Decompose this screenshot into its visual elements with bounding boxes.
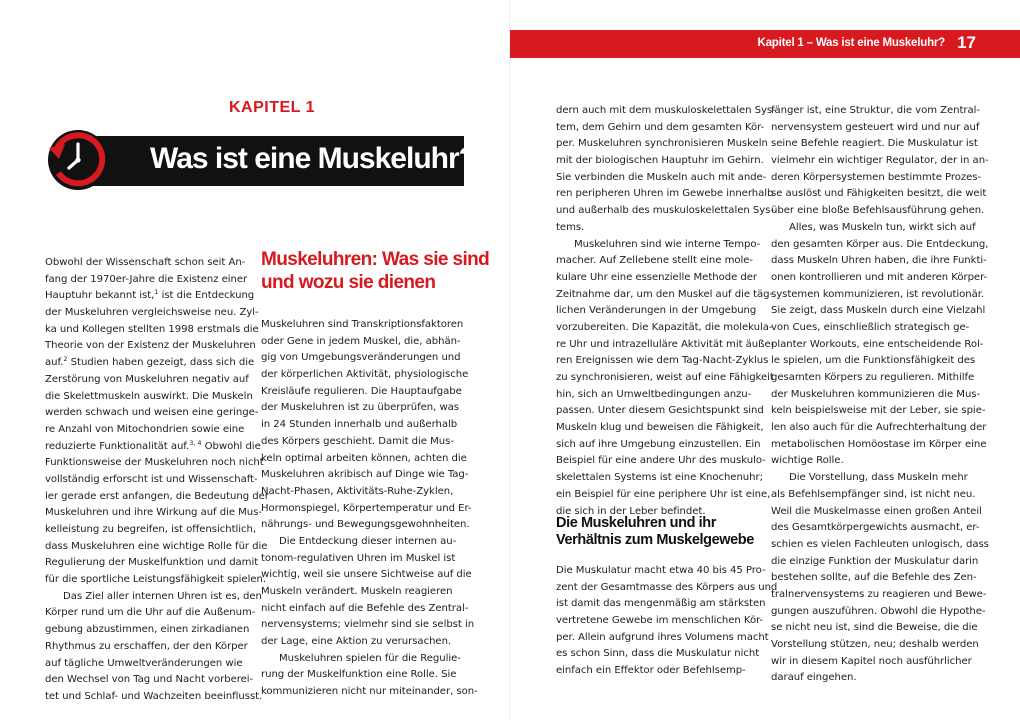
text-line: vielmehr ein wichtiger Regulator, der in an- xyxy=(771,155,989,167)
text-line: der Muskeluhren vergleichsweise neu. Zyl- xyxy=(45,307,259,319)
text-line: Rhythmus zu erschaffen, der den Körper xyxy=(45,640,248,652)
text-line: vertretene Gewebe im menschlichen Kör- xyxy=(556,615,764,627)
chapter-label: KAPITEL 1 xyxy=(229,99,315,116)
text-line: Muskeln klug und beweisen die Fähigkeit, xyxy=(556,422,764,434)
text-line: als Befehlsempfänger sind, ist nicht neu. xyxy=(771,488,976,500)
text-line: rung der Muskelfunktion eine Rolle. Sie xyxy=(261,669,457,681)
text-line: kelleistung zu begreifen, ist offensichtlich, xyxy=(45,524,256,535)
text-line: der Muskeluhren kommunizieren die Mus- xyxy=(771,388,981,400)
heading-line: Die Muskeluhren und ihr xyxy=(556,515,716,531)
running-title: Kapitel 1 – Was ist eine Muskeluhr? xyxy=(757,37,945,49)
text-line: über eine bloße Befehlsausführung gehen. xyxy=(771,205,985,217)
text-line xyxy=(45,438,261,456)
text-line: ka und Kollegen stellten 1998 erstmals die xyxy=(45,323,259,335)
text-line: des Gesamtkörpergewichts ausmacht, er- xyxy=(771,522,980,534)
text-line: mit der biologischen Hauptuhr im Gehirn. xyxy=(556,155,764,167)
text-line: ist damit das mengenmäßig am stärksten xyxy=(556,598,766,610)
column-3 xyxy=(556,103,776,520)
column-4 xyxy=(771,103,989,687)
text-line: gig von Umgebungsveränderungen und xyxy=(261,352,461,364)
text-line: auf tägliche Umweltveränderungen wie xyxy=(45,657,243,669)
text-line: gebung abzustimmen, einen zirkadianen xyxy=(45,624,250,636)
text-line: dass Muskeluhren eine wichtige Rolle für die xyxy=(45,540,268,552)
text-line: re Uhr und intrazelluläre Aktivität mit äuße- xyxy=(556,338,775,350)
text-line: keln beispielsweise mit der Leber, sie spie- xyxy=(771,405,986,417)
text-line: schien es vielen Fachleuten unlogisch, dass xyxy=(771,538,989,550)
text-line: Kreisläufe regulieren. Die Hauptaufgabe xyxy=(261,385,462,397)
text-line: es schon Sinn, dass die Muskulatur nicht xyxy=(556,648,760,660)
text-line: dass Muskeln Uhren haben, die ihre Funkti- xyxy=(771,255,987,267)
text-line: von Cues, einschließlich strategisch ge- xyxy=(771,321,970,333)
gutter xyxy=(509,0,510,720)
text-line: Regulierung der Muskelfunktion und damit xyxy=(45,557,259,569)
text-line: re Anzahl von Mitochondrien sowie eine xyxy=(45,423,245,435)
text-line: hin, sich an Umweltbedingungen anzu- xyxy=(556,388,752,400)
text-line: und außerhalb des muskuloskelettalen Sys- xyxy=(556,205,774,217)
text-line: tem, dem Gehirn und dem gesamten Kör- xyxy=(556,121,765,133)
text-line: Muskeluhren spielen für die Regulie- xyxy=(279,652,461,664)
text-line: tet und Schlaf- und Wachzeiten beeinflusst. xyxy=(45,690,263,702)
text-line: len also auch für die Aufrechterhaltung der xyxy=(771,422,987,434)
text-run: Hauptuhr bekannt ist, xyxy=(45,290,155,302)
footnote-ref: 1 xyxy=(154,288,159,297)
column-1 xyxy=(45,255,269,706)
text-line: se nicht neu ist, sind die Beweise, die die xyxy=(771,622,978,634)
text-line: lichen Veränderungen in der Umgebung xyxy=(556,305,757,317)
text-line: gesamten Körpers zu regulieren. Mithilfe xyxy=(771,372,975,383)
text-run: Obwohl die xyxy=(201,440,261,452)
text-line: ein Beispiel für eine periphere Uhr ist eine, xyxy=(556,488,771,500)
text-line: Zeitnahme dar, um den Muskel auf die täg- xyxy=(556,288,774,300)
text-line: fänger ist, eine Struktur, die vom Zentral- xyxy=(771,105,980,116)
text-line: Muskeluhren sind Transkriptionsfaktoren xyxy=(261,319,464,330)
footnote-ref: 3, 4 xyxy=(189,438,202,447)
text-line xyxy=(45,355,255,372)
text-line: wichtig, weil sie unsere Sichtweise auf die xyxy=(261,569,472,581)
text-line: den Wechsel von Tag und Nacht vorberei- xyxy=(45,674,254,686)
text-line: Alles, was Muskeln tun, wirkt sich auf xyxy=(789,221,976,233)
text-line: Nacht-Phasen, Aktivitäts-Ruhe-Zyklen, xyxy=(261,485,454,497)
text-line: die einzige Funktion der Muskulatur darin xyxy=(771,555,979,567)
clock-arrow-icon xyxy=(44,126,112,194)
text-line: onen kontrollieren und mit anderen Körper- xyxy=(771,271,988,283)
text-line: metabolischen Homöostase im Körper eine xyxy=(771,438,987,450)
text-line: seine Befehle reagiert. Die Muskulatur ist xyxy=(771,138,978,150)
text-run: ist die Entdeckung xyxy=(158,290,255,302)
text-line: kommunizieren nicht nur miteinander, son- xyxy=(261,686,478,698)
text-line: des Körpers geschieht. Damit die Mus- xyxy=(261,435,454,447)
text-line: skelettalen Systems ist eine Knochenuhr; xyxy=(556,472,763,484)
text-line: Die Muskulatur macht etwa 40 bis 45 Pro- xyxy=(556,565,766,576)
text-line: werden schwach und weisen eine geringe- xyxy=(45,407,259,419)
text-line: Hormonspiegel, Körpertemperatur und Er- xyxy=(261,502,472,514)
running-head xyxy=(510,30,1020,58)
text-line: der Lage, eine Aktion zu verursachen. xyxy=(261,636,452,648)
text-line: Theorie von der Existenz der Muskeluhren xyxy=(45,340,256,352)
text-line: le spielen, um die Funktionsfähigkeit des xyxy=(771,355,976,367)
text-line: Vorstellung stützen, neu; deshalb werden xyxy=(771,639,979,650)
text-line: Sie zeigt, dass Muskeln durch eine Vielzahl xyxy=(771,305,986,317)
heading-line: Muskeluhren: Was sie sind xyxy=(261,249,490,270)
heading-line: Verhältnis zum Muskelgewebe xyxy=(556,532,754,548)
text-line: darauf eingehen. xyxy=(771,672,857,684)
text-line: oder Gene in jedem Muskel, die, abhän- xyxy=(261,335,461,347)
text-line: die sich in der Leber befindet. xyxy=(556,505,706,517)
text-line: wichtige Rolle. xyxy=(771,455,844,467)
column-2 xyxy=(261,317,478,701)
heading-line: und wozu sie dienen xyxy=(261,272,436,293)
text-line: bestehen sollte, auf die Befehle des Zen- xyxy=(771,572,977,584)
text-line: Obwohl der Wissenschaft schon seit An- xyxy=(45,257,246,268)
text-line: die Skelettmuskeln auswirkt. Die Muskeln xyxy=(45,390,253,402)
text-line: nicht einfach auf die Befehle des Zentral- xyxy=(261,602,469,614)
text-line: Beispiel für eine andere Uhr des muskulo- xyxy=(556,455,766,467)
text-line xyxy=(45,288,255,305)
text-line: Funktionsweise der Muskeluhren noch nicht xyxy=(45,457,264,469)
text-line: wir in diesem Kapitel noch ausführlicher xyxy=(771,655,972,667)
text-run: Studien haben gezeigt, dass sich die xyxy=(67,357,255,369)
text-line: der Muskeluhren ist zu überprüfen, was xyxy=(261,402,460,414)
text-line: der körperlichen Aktivität, physiologische xyxy=(261,369,469,381)
text-line: nervensystem gesteuert wird und nur auf xyxy=(771,121,980,133)
text-line: per. Muskeluhren synchronisieren Muskeln xyxy=(556,138,768,150)
text-line: vollständig erforscht ist und Wissenschaft- xyxy=(45,473,258,485)
text-line: dern auch mit dem muskuloskelettalen Sys- xyxy=(556,105,776,116)
text-line: vorzubereiten. Die Kapazität, die molekula- xyxy=(556,321,773,333)
text-line: Muskeluhren akribisch auf Dinge wie Tag- xyxy=(261,469,469,481)
chapter-title: Was ist eine Muskeluhr? xyxy=(150,142,476,175)
text-line: sich auf ihre Umgebung einzustellen. Ein xyxy=(556,438,761,450)
text-line: fang der 1970er-Jahre die Existenz einer xyxy=(45,273,248,285)
text-line: nervensystems; vielmehr sind sie selbst in xyxy=(261,619,475,631)
text-line: planter Workouts, eine entscheidende Rol- xyxy=(771,338,984,350)
text-line: ler gerade erst anfangen, die Bedeutung der xyxy=(45,490,269,502)
section-heading-muskelgewebe xyxy=(556,515,754,549)
text-line: gungen auszuführen. Obwohl die Hypothe- xyxy=(771,605,986,617)
text-line: tralnervensystems zu reagieren und Bewe- xyxy=(771,588,987,600)
text-run: reduzierte Funktionalität auf. xyxy=(45,440,190,452)
text-run: auf. xyxy=(45,357,64,369)
text-line: Körper rund um die Uhr auf die Außenum- xyxy=(45,607,256,619)
section-heading-muskeluhren xyxy=(261,248,489,294)
text-line: Weil die Muskelmasse einen großen Anteil xyxy=(771,505,982,517)
text-line: deren Körpersystemen bestimmte Prozes- xyxy=(771,171,982,183)
text-line: se auslöst und Fähigkeiten besitzt, die weit xyxy=(771,188,987,200)
text-line: macher. Auf Zellebene stellt eine mole- xyxy=(556,255,754,267)
text-line: tonom-regulativen Uhren im Muskel ist xyxy=(261,552,456,564)
text-line: Muskeluhren sind wie interne Tempo- xyxy=(574,238,761,250)
text-line: systemen kommunizieren, ist revolutionär. xyxy=(771,288,985,300)
text-line: Sie verbinden die Muskeln auch mit ande- xyxy=(556,171,767,183)
text-line: keln optimal arbeiten können, achten die xyxy=(261,452,467,464)
text-line: ren Ereignissen wie dem Tag-Nacht-Zyklus xyxy=(556,355,769,367)
text-line: einfach ein Effektor oder Befehlsemp- xyxy=(556,665,746,677)
text-line: ren peripheren Uhren im Gewebe innerhalb xyxy=(556,188,774,200)
text-line: Zerstörung von Muskeluhren negativ auf xyxy=(45,373,249,385)
text-line: in 24 Stunden innerhalb und außerhalb xyxy=(261,419,458,431)
footnote-ref: 2 xyxy=(63,355,68,364)
text-line: Die Vorstellung, dass Muskeln mehr xyxy=(789,472,968,484)
text-line: Das Ziel aller internen Uhren ist es, den xyxy=(63,590,262,602)
column-3-continued xyxy=(556,563,778,680)
text-line: den gesamten Körper aus. Die Entdeckung, xyxy=(771,238,989,250)
text-line: Muskeln verändert. Muskeln reagieren xyxy=(261,586,453,597)
text-line: tems. xyxy=(556,221,585,233)
text-line: passen. Unter diesem Gesichtspunkt sind xyxy=(556,405,764,417)
text-line: zent der Gesamtmasse des Körpers aus und xyxy=(556,581,778,593)
page-number: 17 xyxy=(957,33,976,52)
text-line: Muskeluhren und ihre Wirkung auf die Mus- xyxy=(45,507,262,519)
text-line: nährungs- und Bewegungsgewohnheiten. xyxy=(261,519,470,531)
text-line: per. Allein aufgrund ihres Volumens macht xyxy=(556,631,769,643)
text-line: Die Entdeckung dieser internen au- xyxy=(279,535,457,547)
text-line: zu synchronisieren, weist auf eine Fähigkeit xyxy=(556,372,774,383)
text-line: für die sportliche Leistungsfähigkeit spielen. xyxy=(45,574,267,586)
text-line: kulare Uhr eine essenzielle Methode der xyxy=(556,271,758,283)
